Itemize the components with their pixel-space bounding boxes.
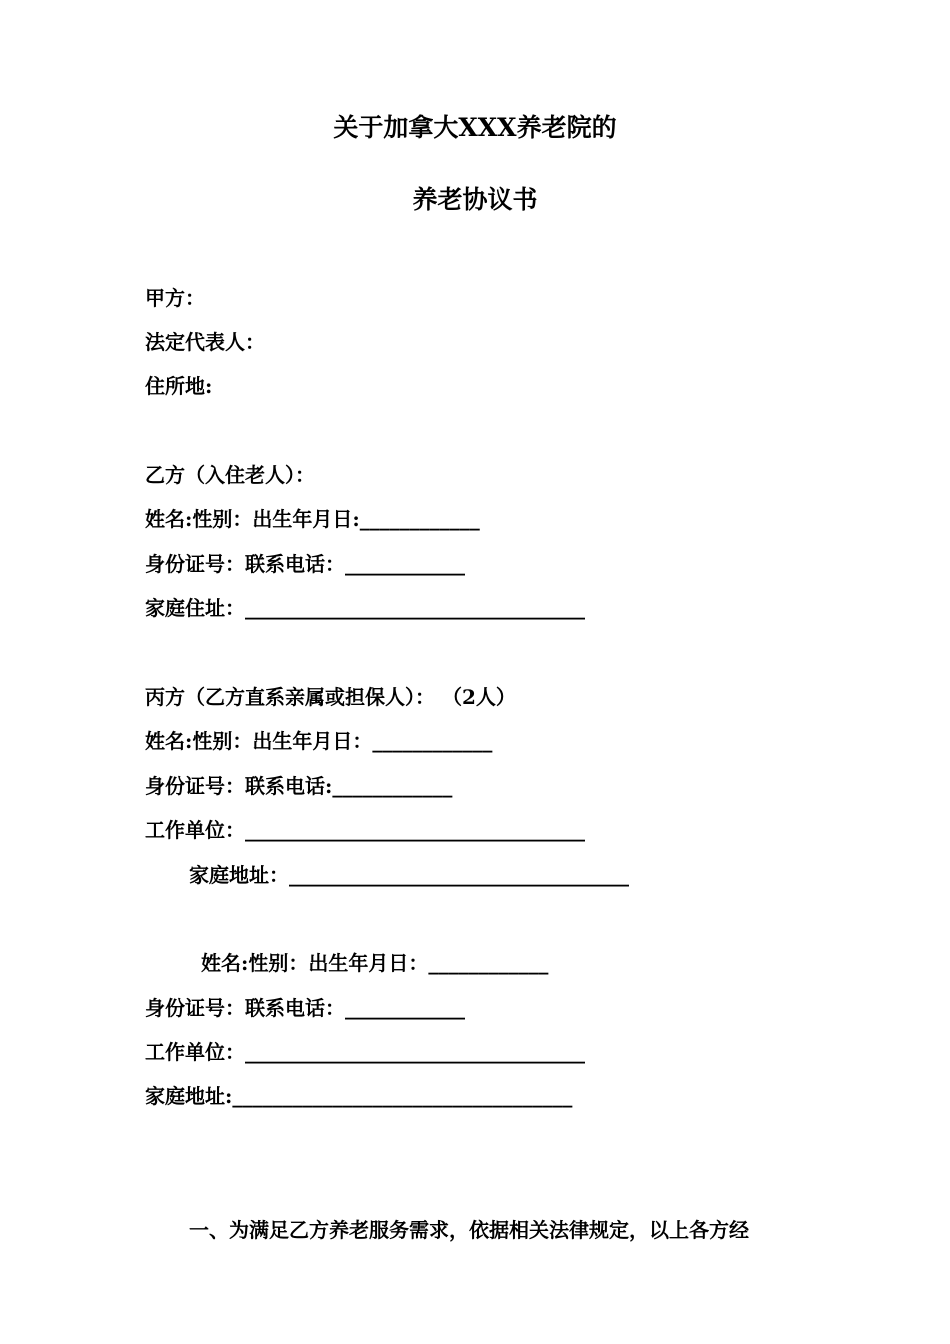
party-b-header: 乙方（入住老人）： (145, 463, 315, 487)
party-c1-name-gender-dob: 姓名:性别：出生年月日：____________ (145, 729, 493, 753)
party-c2-home-address: 家庭地址:__________________________________ (145, 1084, 573, 1108)
party-c-header: 丙方（乙方直系亲属或担保人）： （2人） (145, 685, 516, 709)
document-title-line2: 养老协议书 (412, 185, 538, 214)
document-title-line1: 关于加拿大XXX养老院的 (333, 113, 617, 142)
party-c1-home-address: 家庭地址：__________________________________ (189, 863, 629, 887)
clause-1: 一、为满足乙方养老服务需求，依据相关法律规定，以上各方经 (189, 1218, 749, 1242)
party-c2-id-phone: 身份证号：联系电话：____________ (145, 996, 465, 1020)
party-c2-workplace: 工作单位：__________________________________ (145, 1040, 585, 1064)
party-b-home-address: 家庭住址：__________________________________ (145, 596, 585, 620)
party-a-address: 住所地: (145, 374, 213, 398)
party-a-label: 甲方： (145, 286, 205, 310)
party-b-id-phone: 身份证号：联系电话：____________ (145, 552, 465, 576)
party-c2-name-gender-dob: 姓名:性别：出生年月日：____________ (201, 951, 549, 975)
party-b-name-gender-dob: 姓名:性别：出生年月日:____________ (145, 507, 480, 531)
party-a-representative: 法定代表人： (145, 330, 265, 354)
party-c1-id-phone: 身份证号：联系电话:____________ (145, 774, 453, 798)
party-c1-workplace: 工作单位：__________________________________ (145, 818, 585, 842)
